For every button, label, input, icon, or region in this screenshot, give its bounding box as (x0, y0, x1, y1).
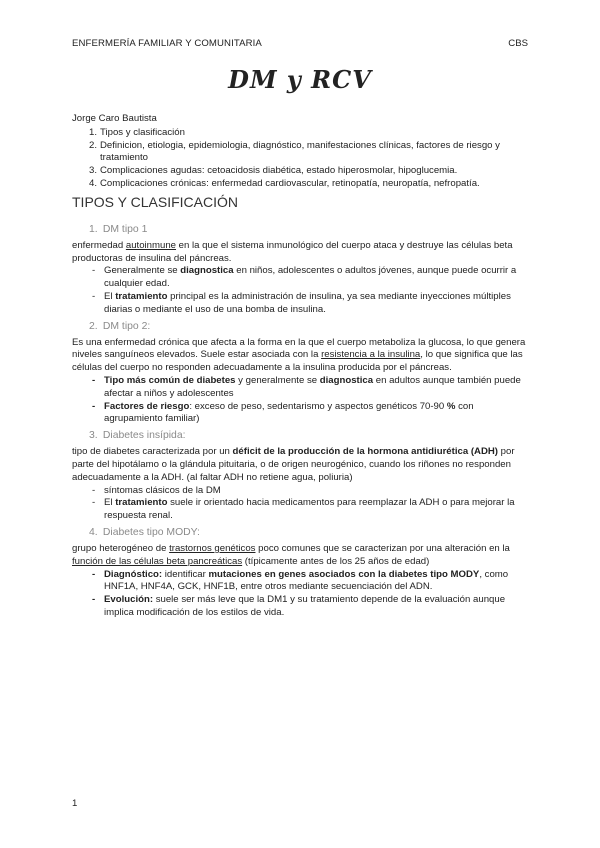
toc-item: 3. Complicaciones agudas: cetoacidosis diabética, estado hiperosmolar, hipoglucemia. (89, 165, 458, 177)
page-number: 1 (72, 798, 78, 809)
document-title: DM y RCV (228, 65, 372, 94)
subsection-heading-di: 3. Diabetes insípida: (89, 430, 186, 442)
list-item: - Factores de riesgo: exceso de peso, sedentarismo y aspectos genéticos 70-90 % con agrupamiento familiar) (92, 400, 474, 425)
list-item: - Diagnóstico: identificar mutaciones en genes asociados con la diabetes tipo MODY, como HNF1A, HNF4A, GCK, HNF1B, entre otros mediante secuenciación del ADN. (92, 568, 509, 593)
document-body (72, 113, 532, 620)
subsection-heading-dm1: 1. DM tipo 1 (89, 223, 148, 235)
paragraph-mody: grupo heterogéneo de trastornos genéticos poco comunes que se caracterizan por una alteración en la función de las células beta pancreáticas (típicamente antes de los 25 años de edad) (72, 542, 510, 567)
section-heading: TIPOS Y CLASIFICACIÓN (72, 193, 238, 210)
header-initials: CBS (508, 38, 528, 49)
list-item: - Generalmente se diagnostica en niños, adolescentes o adultos jóvenes, aunque puede ocurrir a cualquier edad. (92, 265, 517, 290)
list-item: - El tratamiento suele ir orientado hacia medicamentos para reemplazar la ADH o para mejorar la respuesta renal. (92, 497, 515, 522)
subsection-heading-dm2: 2. DM tipo 2: (89, 320, 151, 332)
list-item: - Tipo más común de diabetes y generalmente se diagnostica en adultos aunque también puede afectar a niños y adolescentes (92, 374, 521, 399)
table-of-contents (72, 127, 532, 191)
toc-item: 1. Tipos y clasificación (89, 126, 185, 138)
bullet-list-di (72, 485, 532, 523)
bullet-list-mody (72, 569, 532, 620)
paragraph-dm2: Es una enfermedad crónica que afecta a la forma en la que el cuerpo metaboliza la glucosa, lo que genera niveles sanguíneos elevados. Suele estar asociada con la resistencia a la insulina, lo que significa que las células del cuerpo no responden adecuadamente a la insulina producida por el páncreas. (72, 336, 526, 374)
toc-item: 4. Complicaciones crónicas: enfermedad cardiovascular, retinopatía, neuropatía, nefropatía. (89, 177, 480, 189)
list-item: - El tratamiento principal es la administración de insulina, ya sea mediante inyecciones múltiples diarias o mediante el uso de una bomba de insulina. (92, 290, 511, 315)
author: Jorge Caro Bautista (72, 113, 157, 124)
list-item: - Evolución: suele ser más leve que la DM1 y su tratamiento depende de la evaluación aunque implica modificación de los estilos de vida. (92, 594, 506, 618)
paragraph-dm1: enfermedad autoinmune en la que el sistema inmunológico del cuerpo ataca y destruye las células beta productoras de insulina del páncreas. (72, 239, 513, 264)
paragraph-di: tipo de diabetes caracterizada por un déficit de la producción de la hormona antidiurética (ADH) por parte del hipotálamo o la glándula pituitaria, o de origen neurogénico, cuando los riñones no responden adecuadamente a la ADH. (al faltar ADH no retiene agua, poliuria) (72, 446, 515, 483)
bullet-list-dm2 (72, 375, 532, 426)
toc-item: 2. Definicion, etiologia, epidemiologia, diagnóstico, manifestaciones clínicas, factores de riesgo y tratamiento (89, 139, 500, 164)
list-item: - síntomas clásicos de la DM (92, 484, 221, 496)
subsection-heading-mody: 4. Diabetes tipo MODY: (89, 526, 200, 538)
header-course-title: ENFERMERÍA FAMILIAR Y COMUNITARIA (72, 38, 262, 49)
bullet-list-dm1 (72, 265, 532, 316)
